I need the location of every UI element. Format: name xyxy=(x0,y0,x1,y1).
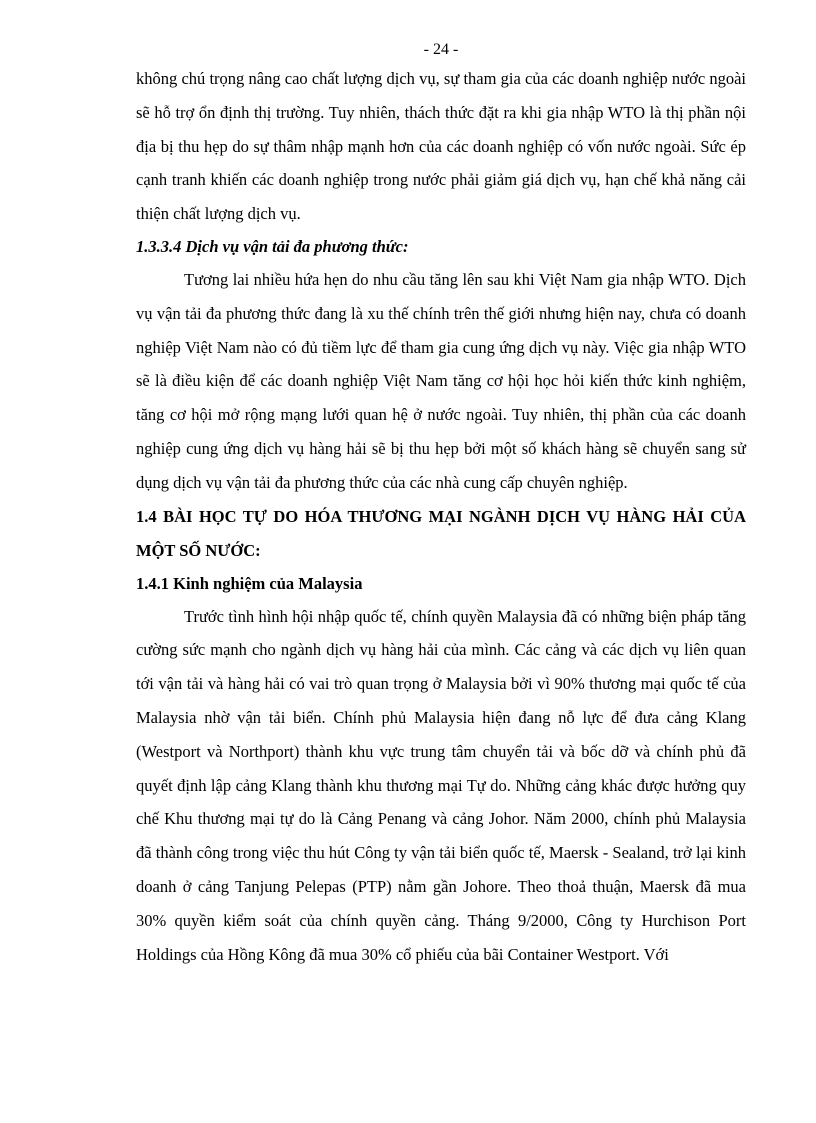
page-number: - 24 - xyxy=(423,41,459,58)
paragraph-1: không chú trọng nâng cao chất lượng dịch vụ, sự tham gia của các doanh nghiệp nước ngoài sẽ hỗ trợ ổn định thị trường. Tuy nhiên, thách thức đặt ra khi gia nhập WTO là thị phần nội địa bị thu hẹp do sự thâm nhập mạnh hơn của các doanh nghiệp có vốn nước ngoài. Sức ép cạnh tranh khiến các doanh nghiệp trong nước phải giảm giá dịch vụ, hạn chế khả năng cải thiện chất lượng dịch vụ. xyxy=(136,69,746,224)
paragraph-2: Tương lai nhiều hứa hẹn do nhu cầu tăng lên sau khi Việt Nam gia nhập WTO. Dịch vụ vận tải đa phương thức đang là xu thế chính trên thế giới nhưng hiện nay, chưa có doanh nghiệp Việt Nam nào có đủ tiềm lực để tham gia cung ứng dịch vụ này. Việc gia nhập WTO sẽ là điều kiện để các doanh nghiệp Việt Nam tăng cơ hội học hỏi kiến thức kinh nghiệm, tăng cơ hội mở rộng mạng lưới quan hệ ở nước ngoài. Tuy nhiên, thị phần của các doanh nghiệp cung ứng dịch vụ hàng hải sẽ bị thu hẹp bởi một số khách hàng sẽ chuyển sang sử dụng dịch vụ vận tải đa phương thức của các nhà cung cấp chuyên nghiệp. xyxy=(136,269,746,492)
section-heading-1-4-1: 1.4.1 Kinh nghiệm của Malaysia xyxy=(136,573,363,593)
section-heading-1-3-3-4: 1.3.3.4 Dịch vụ vận tải đa phương thức: xyxy=(136,236,409,256)
paragraph-3: Trước tình hình hội nhập quốc tế, chính quyền Malaysia đã có những biện pháp tăng cường sức mạnh cho ngành dịch vụ hàng hải của mình. Các cảng và các dịch vụ liên quan tới vận tải và hàng hải có vai trò quan trọng ở Malaysia bởi vì 90% thương mại quốc tế của Malaysia nhờ vận tải biển. Chính phủ Malaysia hiện đang nỗ lực để đưa cảng Klang (Westport và Northport) thành khu vực trung tâm chuyển tải và bốc dỡ và chính phủ đã quyết định lập cảng Klang thành khu thương mại Tự do. Những cảng khác được hưởng quy chế Khu thương mại tự do là Cảng Penang và cảng Johor. Năm 2000, chính phủ Malaysia đã thành công trong việc thu hút Công ty vận tải biển quốc tế, Maersk - Sealand, trở lại kinh doanh ở cảng Tanjung Pelepas (PTP) nằm gần Johore. Theo thoả thuận, Maersk đã mua 30% quyền kiểm soát của chính quyền cảng. Tháng 9/2000, Công ty Hurchison Port Holdings của Hồng Kông đã mua 30% cổ phiếu của bãi Container Westport. Với xyxy=(136,606,746,964)
section-heading-1-4: 1.4 BÀI HỌC TỰ DO HÓA THƯƠNG MẠI NGÀNH DỊCH VỤ HÀNG HẢI CỦA MỘT SỐ NƯỚC: xyxy=(136,506,746,560)
